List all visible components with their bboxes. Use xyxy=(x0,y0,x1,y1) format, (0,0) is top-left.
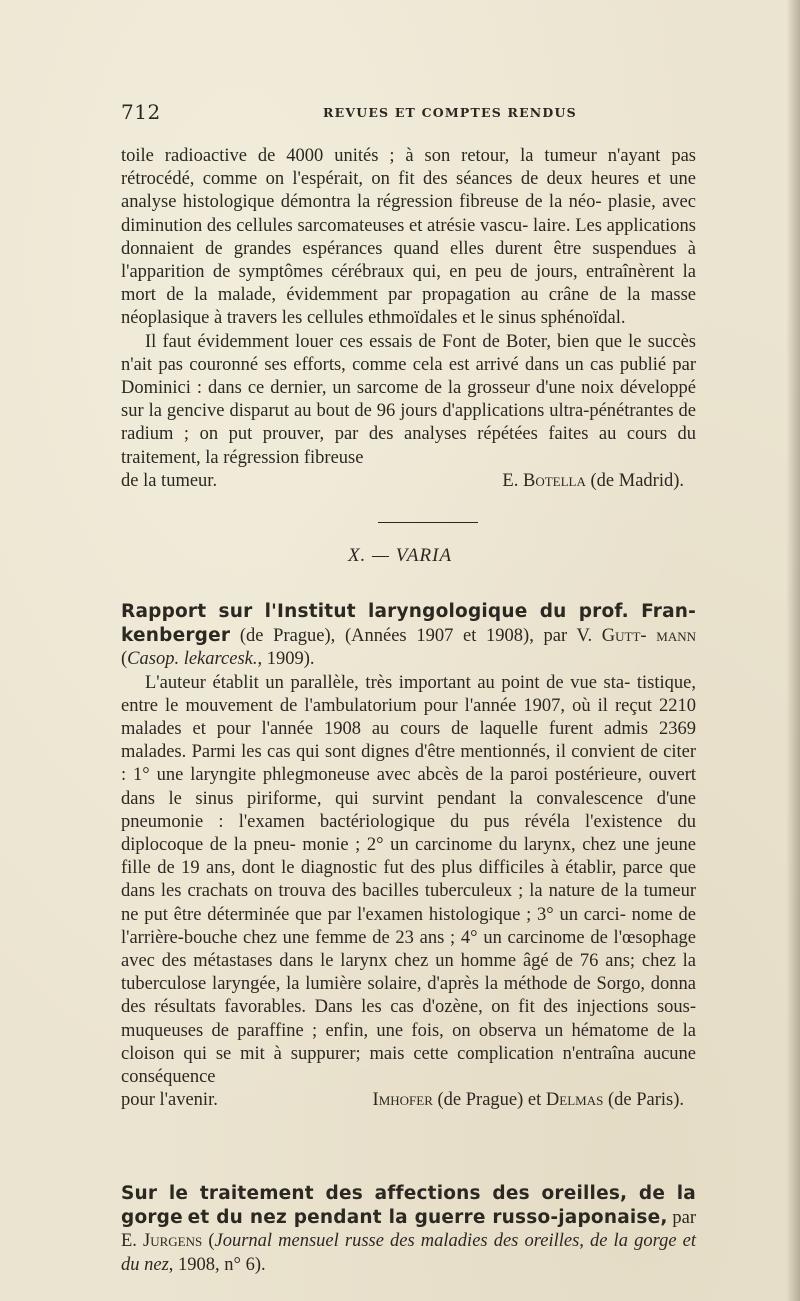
article-meta: (de Prague), (Années 1907 et 1908), par V. xyxy=(230,626,602,647)
paragraph-1 xyxy=(121,145,696,331)
article-laryngology-institute xyxy=(121,600,696,1112)
article-heading xyxy=(121,1182,696,1277)
section-title: X. — VARIA xyxy=(347,545,453,566)
text-line: en peu de jours, entraînèrent la mort de la malade, évidemment par xyxy=(121,262,697,306)
signature xyxy=(502,470,696,493)
text-line: d'après la méthode de Sorgo, donna des résultats favorables. Dans xyxy=(121,974,697,1018)
signature xyxy=(373,1089,696,1112)
article-title-cont: et du nez pendant la guerre russo-japonaise, xyxy=(187,1207,668,1229)
text-line: qui survint pendant la convalescence d'une pneumonie : l'examen xyxy=(121,788,697,832)
text-line: furent admis 2369 malades. Parmi les cas qui sont dignes d'être xyxy=(121,719,696,763)
author-name-cont: mann xyxy=(656,626,696,647)
article-body-end xyxy=(121,1089,696,1112)
page-edge-shadow xyxy=(786,0,800,1301)
signature-name: Imhofer xyxy=(372,1090,433,1111)
text-line: les cas d'ozène, on fit des injections sous-muqueuses de paraffine ; xyxy=(121,997,697,1041)
article-russo-japanese-war xyxy=(121,1182,696,1277)
article-title: Sur le traitement des affections des oreilles, de la gorge xyxy=(121,1183,696,1229)
source-journal: Journal mensuel russe des maladies des oreilles, de la xyxy=(214,1231,628,1252)
text-line: bactériologique du pus révéla l'existence du diplocoque de la pneu- xyxy=(121,811,697,856)
text-line: où il reçut 2210 malades et pour l'année 1908 au cours de laquelle xyxy=(121,695,697,740)
text-line: dont le diagnostic fut des plus difficiles à établir, parce que dans les xyxy=(121,858,697,902)
text-line: rétrocédé, comme on l'espérait, on fit des séances de deux heures et xyxy=(121,169,661,190)
source-journal: Casop. lekarcesk. xyxy=(127,649,258,670)
text-line: ne put être déterminée que par l'examen histologique ; 3° un carci- xyxy=(121,904,626,925)
text-line: succès n'ait pas couronné ses efforts, comme cela est arrivé dans un xyxy=(121,331,696,375)
article-title-cont: kenberger xyxy=(121,625,231,647)
paragraph-2-end xyxy=(121,470,696,493)
continued-article xyxy=(121,145,696,493)
signature-place: (de Madrid). xyxy=(585,470,684,491)
author-name: Gutt- xyxy=(601,626,647,647)
source-close: , 1909). xyxy=(257,649,315,670)
paragraph-2 xyxy=(121,331,696,470)
text-line: analyses répétées faites au cours du traitement, la régression fibreuse xyxy=(121,424,696,468)
text-line: laire. Les applications donnaient de grandes espérances quand elles xyxy=(121,215,697,259)
text-line: de la tumeur. xyxy=(121,470,218,491)
signature-place: (de Prague) et xyxy=(432,1090,546,1111)
text-line: pour l'avenir. xyxy=(121,1090,218,1111)
text-line: de l'œsophage avec des métastases dans le larynx chez un homme xyxy=(121,927,697,972)
source-open: ( xyxy=(202,1231,215,1252)
text-line: toile radioactive de 4000 unités ; à son retour, la tumeur n'ayant pas xyxy=(121,146,696,166)
page-header xyxy=(121,100,696,130)
author-initial: E. xyxy=(121,1231,144,1252)
text-line: crachats on trouva des bacilles tuberculeux ; la nature de la tumeur xyxy=(187,881,696,902)
text-line: avec abcès de la paroi postérieure, ouvert dans le sinus piriforme, xyxy=(121,765,697,809)
signature-place-2: (de Paris). xyxy=(603,1090,684,1111)
signature-initial: E. xyxy=(502,470,523,491)
running-head: REVUES ET COMPTES RENDUS xyxy=(323,105,577,120)
text-line: tistique, entre le mouvement de l'ambulatorium pour l'année 1907, xyxy=(121,672,697,716)
article-meta: par xyxy=(667,1208,697,1229)
text-line: durent être suspendues à l'apparition de symptômes cérébraux qui, xyxy=(121,238,696,283)
text-line: d'applications ultra-pénétrantes de radium ; on put prouver, par des xyxy=(121,401,697,445)
text-line: d'une noix développé sur la gencive disparut au bout de 96 jours xyxy=(121,378,697,422)
text-line: nome de l'arrière-bouche chez une femme de 23 ans ; 4° un carcinome xyxy=(121,904,697,948)
text-line: une analyse histologique démontra la régression fibreuse de la néo- xyxy=(121,169,696,213)
article-title: Rapport sur l'Institut laryngologique du prof. Fran- xyxy=(121,601,696,622)
text-line: monie ; 2° un carcinome du larynx, chez une jeune fille de 19 ans, xyxy=(121,835,697,879)
text-line: cas publié par Dominici : dans ce dernier, un sarcome de la grosseur xyxy=(121,354,696,399)
article-heading xyxy=(121,600,696,672)
section-divider xyxy=(378,522,478,523)
text-line: Il faut évidemment louer ces essais de Font de Boter, bien que le xyxy=(145,331,642,352)
text-line: enfin, une fois, on observa un hématome de la cloison qui se mit à xyxy=(121,1020,697,1064)
article-body xyxy=(121,672,696,1090)
text-line: propagation au crâne de la masse néoplasique à travers les cellules xyxy=(121,285,696,329)
source-journal-cont: gorge et du nez xyxy=(121,1231,696,1275)
source-open: ( xyxy=(121,649,128,670)
text-line: ethmoïdales et le sinus sphénoïdal. xyxy=(368,308,626,329)
text-line: âgé de 76 ans; chez la tuberculose laryngée, la lumière solaire, xyxy=(121,951,697,995)
text-line: suppurer; mais cette complication n'entraîna aucune conséquence xyxy=(121,1043,697,1088)
text-line: mentionnés, il convient de citer : 1° une laryngite phlegmoneuse xyxy=(121,742,697,786)
text-line: plasie, avec diminution des cellules sarcomateuses et atrésie vascu- xyxy=(121,192,696,236)
text-line: L'auteur établit un parallèle, très important au point de vue sta- xyxy=(145,672,631,693)
source-close: , 1908, n° 6). xyxy=(168,1254,266,1275)
signature-name-2: Delmas xyxy=(545,1090,604,1111)
author-name: Jurgens xyxy=(143,1231,203,1252)
signature-name: Botella xyxy=(522,470,586,491)
page-number: 712 xyxy=(121,100,161,124)
